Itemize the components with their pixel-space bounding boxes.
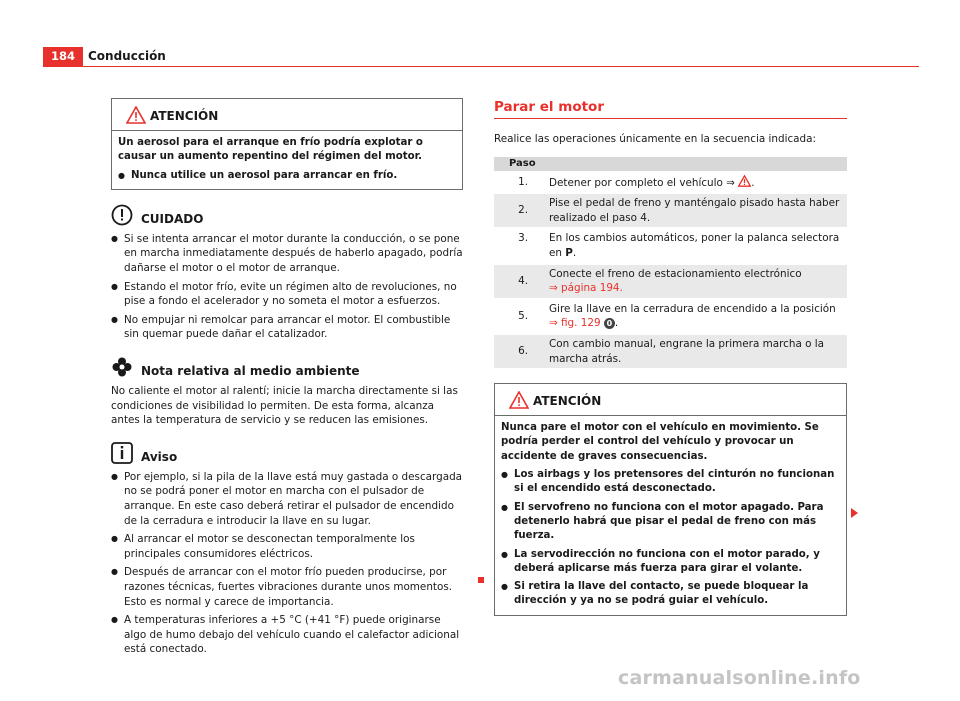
position-zero-icon: 0 (604, 318, 615, 329)
table-header-blank (549, 157, 847, 172)
step-number: 1. (494, 172, 549, 194)
step-text: Pise el pedal de freno y manténgalo pisado hasta haber realizado el paso 4. (549, 193, 847, 228)
warning-intro: Nunca pare el motor con el vehículo en movimiento. Se podría perder el control del vehículo y provocar un accidente de graves consecuencias. (501, 422, 819, 462)
stop-engine-heading: Parar el motor (494, 98, 847, 119)
warning-triangle-icon (126, 106, 146, 124)
step-number: 3. (494, 228, 549, 263)
warning-bullet: ● Nunca utilice un aerosol para arrancar en frío. (118, 169, 456, 183)
page-number: 184 (43, 47, 83, 66)
environment-title: Nota relativa al medio ambiente (141, 364, 360, 379)
info-icon (111, 442, 133, 464)
warning-triangle-icon (509, 391, 529, 409)
stop-engine-intro: Realice las operaciones únicamente en la secuencia indicada: (494, 133, 816, 145)
warning-bullet: ● Si retira la llave del contacto, se puede bloquear la dirección y ya no se podrá guiar el vehículo. (501, 580, 840, 609)
warning-bullet: ● Los airbags y los pretensores del cinturón no funcionan si el encendido está desconectado. (501, 468, 840, 497)
warning-intro: Un aerosol para el arranque en frío podría explotar o causar un aumento repentino del régimen del motor. (118, 137, 423, 163)
warning-bullet: ● El servofreno no funciona con el motor apagado. Para detenerlo habrá que pisar el pedal de freno con más fuerza. (501, 501, 840, 544)
environment-header (111, 356, 463, 382)
table-row (494, 264, 847, 299)
warning-title: ATENCIÓN (533, 394, 602, 409)
notice-bullet: ● A temperaturas inferiores a +5 °C (+41 °F) puede originarse algo de humo debajo del vehículo cuando el calefactor adicional está conectado. (111, 613, 463, 657)
step-text: Conecte el freno de estacionamiento electrónico ⇒ página 194. (549, 264, 847, 299)
step-number: 4. (494, 264, 549, 299)
warning-triangle-icon (738, 175, 751, 187)
notice-title: Aviso (141, 449, 178, 464)
environment-body (111, 384, 463, 428)
caution-bullet: ● Estando el motor frío, evite un régimen alto de revoluciones, no pise a fondo el acelerador y no someta el motor a esfuerzos. (111, 280, 463, 309)
step-number: 2. (494, 193, 549, 228)
warning-bullet: ● La servodirección no funciona con el motor parado, y deberá aplicarse más fuerza para girar el volante. (501, 548, 840, 577)
step-text: Con cambio manual, engrane la primera marcha o la marcha atrás. (549, 334, 847, 368)
notice-bullet: ● Por ejemplo, si la pila de la llave está muy gastada o descargada no se podrá poner el motor en marcha con el pulsador de arranque. En este caso deberá retirar el pulsador de encendido de la cerradura e introducir la llave en su lugar. (111, 470, 463, 528)
warning-header (112, 99, 462, 131)
warning-body (495, 416, 846, 615)
caution-body (111, 232, 463, 342)
warning-header (495, 384, 846, 416)
warning-box (111, 98, 463, 190)
header-rule (43, 66, 919, 67)
step-number: 6. (494, 334, 549, 368)
table-row (494, 228, 847, 263)
warning-body (112, 131, 462, 189)
step-text: Gire la llave en la cerradura de encendido a la posición ⇒ fig. 129 0 . (549, 299, 847, 334)
notice-bullet: ● Al arrancar el motor se desconectan temporalmente los principales consumidores eléctricos. (111, 532, 463, 561)
table-row (494, 193, 847, 228)
page-reference-link[interactable]: ⇒ página 194. (549, 282, 623, 295)
table-header-step: Paso (494, 157, 549, 172)
continue-arrow-icon (851, 508, 858, 518)
right-column (494, 98, 847, 616)
caution-bullet: ● Si se intenta arrancar el motor durante la conducción, o se pone en marcha inmediatamente después de haberlo apagado, podría dañarse el motor o el motor de arranque. (111, 232, 463, 276)
figure-reference-link[interactable]: ⇒ fig. 129 (549, 317, 601, 330)
table-row (494, 334, 847, 368)
notice-bullet: ● Después de arrancar con el motor frío pueden producirse, por razones técnicas, fuertes vibraciones durante unos momentos. Esto es normal y carece de importancia. (111, 565, 463, 609)
notice-header (111, 442, 463, 468)
warning-box (494, 383, 847, 616)
caution-title: CUIDADO (141, 211, 204, 226)
warning-title: ATENCIÓN (150, 109, 219, 123)
watermark: carmanualsonline.info (618, 667, 861, 689)
caution-exclamation-icon (111, 204, 133, 226)
left-column (111, 98, 463, 661)
section-title: Conducción (88, 49, 166, 63)
environment-flower-icon (111, 356, 133, 378)
step-text: En los cambios automáticos, poner la palanca selectora en P. (549, 228, 847, 263)
caution-bullet: ● No empujar ni remolcar para arrancar el motor. El combustible sin quemar puede dañar el catalizador. (111, 313, 463, 342)
table-row (494, 299, 847, 334)
caution-header (111, 204, 463, 230)
step-number: 5. (494, 299, 549, 334)
step-text: Detener por completo el vehículo ⇒ . (549, 172, 847, 194)
notice-body (111, 470, 463, 657)
steps-table (494, 157, 847, 369)
page-header (43, 47, 919, 67)
end-of-section-marker (478, 577, 484, 583)
table-row (494, 172, 847, 194)
environment-text: No caliente el motor al ralentí; inicie la marcha directamente si las condiciones de visibilidad lo permiten. De esta forma, alcanza antes la temperatura de servicio y se reducen las emisiones. (111, 385, 458, 427)
